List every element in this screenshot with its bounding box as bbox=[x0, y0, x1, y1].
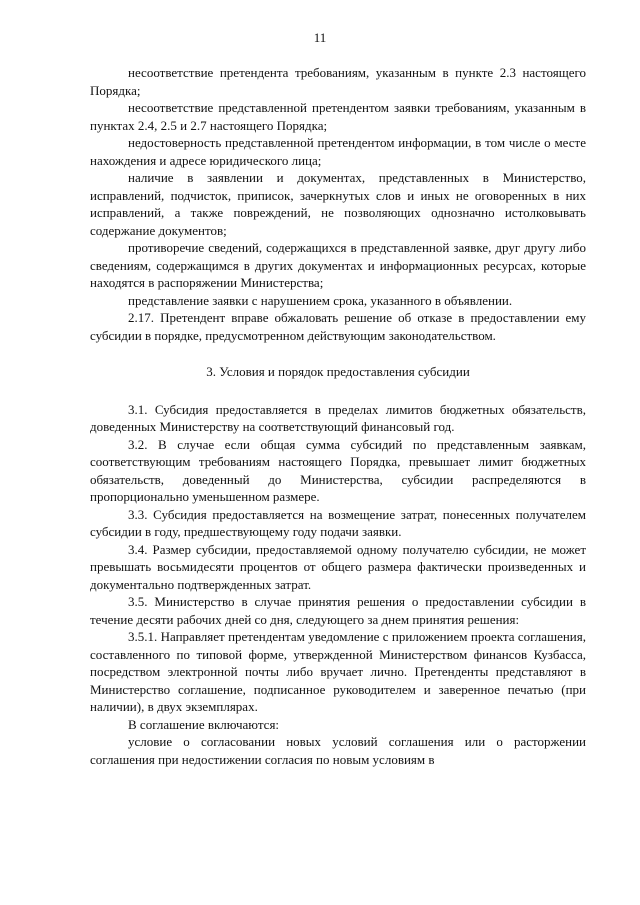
paragraph: 3.3. Субсидия предоставляется на возмещение затрат, понесенных получателем субсидии в году, предшествующему году подачи заявки. bbox=[90, 506, 586, 539]
paragraph: 3.2. В случае если общая сумма субсидий по представленным заявкам, соответствующим требованиям настоящего Порядка, превышает лимит бюджетных обязательств, доведенный до Министерства, субсидии распределяются в пропорционально уменьшенном размере. bbox=[90, 436, 586, 504]
paragraph: 3.5.1. Направляет претендентам уведомление с приложением проекта соглашения, составленного по типовой форме, утвержденной Министерством финансов Кузбасса, посредством электронной почты либо вручает лично. Претенденты представляют в Министерство соглашение, подписанное руководителем и заверенное печатью (при наличии), в двух экземплярах. bbox=[90, 629, 586, 714]
paragraph: условие о согласовании новых условий соглашения или о расторжении соглашения при недостижении согласия по новым условиям в bbox=[90, 734, 586, 767]
paragraph: 3.1. Субсидия предоставляется в пределах лимитов бюджетных обязательств, доведенных Министерству на соответствующий финансовый год. bbox=[90, 401, 586, 434]
paragraph: недостоверность представленной претендентом информации, в том числе о месте нахождения и адресе юридического лица; bbox=[90, 135, 586, 168]
paragraph: 3.5. Министерство в случае принятия решения о предоставлении субсидии в течение десяти рабочих дней со дня, следующего за днем принятия решения: bbox=[90, 594, 586, 627]
section-heading: 3. Условия и порядок предоставления субсидии bbox=[206, 364, 470, 379]
paragraph: В соглашение включаются: bbox=[128, 716, 280, 732]
paragraph: 2.17. Претендент вправе обжаловать решение об отказе в предоставлении ему субсидии в порядке, предусмотренном действующим законодательством. bbox=[90, 310, 586, 343]
paragraph: наличие в заявлении и документах, представленных в Министерство, исправлений, подчисток, приписок, зачеркнутых слов и иных не оговоренных в них исправлений, а также повреждений, не позволяющих однозначно истолковывать содержание документов; bbox=[90, 170, 586, 238]
paragraph: представление заявки с нарушением срока, указанного в объявлении. bbox=[128, 292, 513, 308]
document-body bbox=[90, 64, 586, 768]
paragraph: противоречие сведений, содержащихся в представленной заявке, друг другу либо сведениям, содержащимся в других документах и информационных ресурсах, которые находятся в распоряжении Министерства; bbox=[90, 240, 586, 290]
paragraph: 3.4. Размер субсидии, предоставляемой одному получателю субсидии, не может превышать восьмидесяти процентов от общего размера фактически произведенных и документально подтвержденных затрат. bbox=[90, 541, 586, 592]
page-number: 11 bbox=[313, 30, 327, 45]
paragraph: несоответствие претендента требованиям, указанным в пункте 2.3 настоящего Порядка; bbox=[90, 65, 586, 98]
paragraph: несоответствие представленной претендентом заявки требованиям, указанным в пунктах 2.4, 2.5 и 2.7 настоящего Порядка; bbox=[90, 100, 586, 133]
